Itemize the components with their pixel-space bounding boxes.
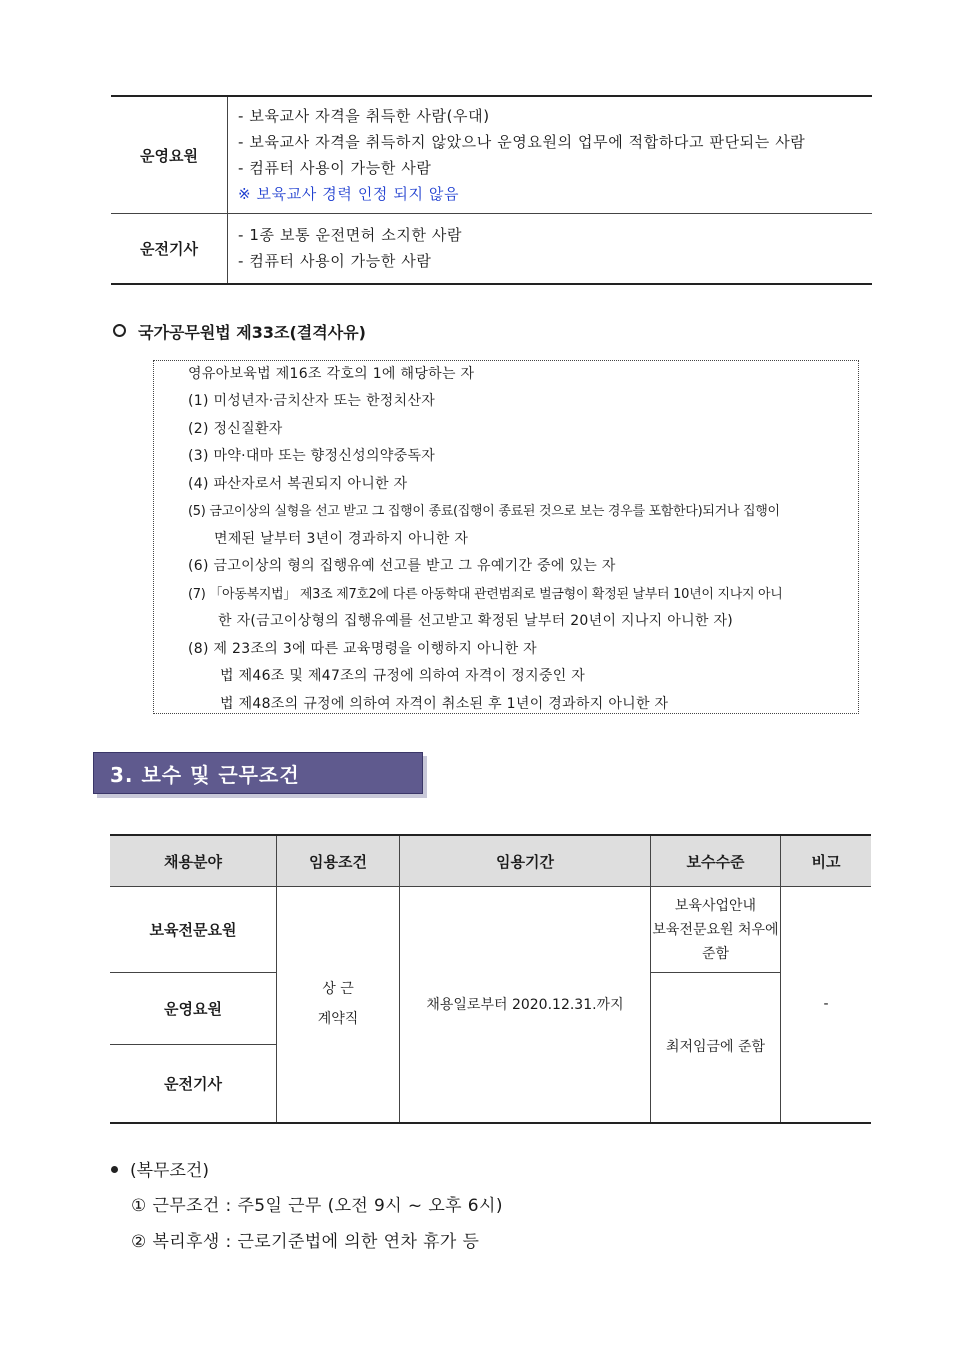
qualification-table xyxy=(111,95,872,285)
disqualification-line: (2) 정신질환자 xyxy=(188,421,283,437)
pay-cell: 최저임금에 준함 xyxy=(651,973,781,1123)
requirement-note: ※ 보육교사 경력 인정 되지 않음 xyxy=(238,185,460,203)
condition-item: ① 근무조건 : 주5일 근무 (오전 9시 ~ 오후 6시) xyxy=(131,1196,503,1216)
disqualification-line: (6) 금고이상의 형의 집행유예 선고를 받고 그 유예기간 중에 있는 자 xyxy=(188,558,616,574)
table-header-row xyxy=(110,835,871,887)
requirement-line: - 보육교사 자격을 취득하지 않았으나 운영요원의 업무에 적합하다고 판단되는 사람 xyxy=(238,133,806,151)
disqualification-line: (3) 마약·대마 또는 향정신성의약중독자 xyxy=(188,448,436,464)
disqualification-heading xyxy=(113,320,366,343)
column-header: 보수수준 xyxy=(651,835,781,887)
pay-line: 준함 xyxy=(701,945,730,962)
table-row xyxy=(111,96,872,214)
field-cell: 운영요원 xyxy=(110,973,277,1045)
requirement-cell xyxy=(228,96,873,214)
requirement-cell xyxy=(228,214,873,284)
salary-table xyxy=(110,834,871,1124)
disqualification-line: 법 제46조 및 제47조의 규정에 의하여 자격이 정지중인 자 xyxy=(220,668,586,684)
disqualification-line: (4) 파산자로서 복권되지 아니한 자 xyxy=(188,476,408,492)
role-cell: 운영요원 xyxy=(111,96,228,214)
table-row xyxy=(110,887,871,973)
column-header: 채용분야 xyxy=(110,835,277,887)
service-heading-text: (복무조건) xyxy=(130,1161,209,1181)
disqualification-line: 면제된 날부터 3년이 경과하지 아니한 자 xyxy=(214,531,469,547)
column-header: 임용조건 xyxy=(277,835,400,887)
role-cell: 운전기사 xyxy=(111,214,228,284)
requirement-line: - 컴퓨터 사용이 가능한 사람 xyxy=(238,159,432,177)
period-cell: 채용일로부터 2020.12.31.까지 xyxy=(400,887,651,1123)
disqualification-line: 한 자(금고이상형의 집행유예를 선고받고 확정된 날부터 20년이 지나지 아니한 자) xyxy=(218,613,734,629)
requirement-line: - 컴퓨터 사용이 가능한 사람 xyxy=(238,252,432,271)
disqualification-line: 법 제48조의 규정에 의하여 자격이 취소된 후 1년이 경과하지 아니한 자 xyxy=(220,696,669,712)
bullet-icon xyxy=(111,1166,118,1173)
column-header: 임용기간 xyxy=(400,835,651,887)
pay-cell xyxy=(651,887,781,973)
condition-item: ② 복리후생 : 근로기준법에 의한 연차 휴가 등 xyxy=(131,1232,480,1252)
pay-line: 보육사업안내 xyxy=(674,897,757,914)
disqualification-line: (7) 「아동복지법」 제3조 제7호2에 다른 아동학대 관련범죄로 벌금형이 확정된 날부터 10년이 지나지 아니 xyxy=(188,587,783,602)
requirement-line: - 보육교사 자격을 취득한 사람(우대) xyxy=(238,107,490,125)
field-cell: 보육전문요원 xyxy=(110,887,277,973)
pay-line: 보육전문요원 처우에 xyxy=(652,921,779,938)
condition-line: 계약직 xyxy=(317,1011,359,1028)
condition-cell xyxy=(277,887,400,1123)
disqualification-heading-text: 국가공무원법 제33조(결격사유) xyxy=(138,323,366,342)
disqualification-line: (1) 미성년자·금치산자 또는 한정치산자 xyxy=(188,393,436,409)
circle-bullet-icon xyxy=(113,324,126,337)
table-row xyxy=(111,214,872,284)
section-title: 3. 보수 및 근무조건 xyxy=(110,763,300,787)
disqualification-line: (5) 금고이상의 실형을 선고 받고 그 집행이 종료(집행이 종료된 것으로 보는 경우를 포함한다)되거나 집행이 xyxy=(188,504,780,519)
column-header: 비고 xyxy=(781,835,872,887)
condition-line: 상 근 xyxy=(322,981,354,998)
service-heading xyxy=(111,1156,209,1181)
remark-cell: - xyxy=(781,887,872,1123)
field-cell: 운전기사 xyxy=(110,1045,277,1123)
disqualification-box xyxy=(153,360,859,714)
requirement-line: - 1종 보통 운전면허 소지한 사람 xyxy=(238,226,463,245)
disqualification-line: 영유아보육법 제16조 각호의 1에 해당하는 자 xyxy=(188,366,475,382)
disqualification-line: (8) 제 23조의 3에 따른 교육명령을 이행하지 아니한 자 xyxy=(188,641,538,657)
